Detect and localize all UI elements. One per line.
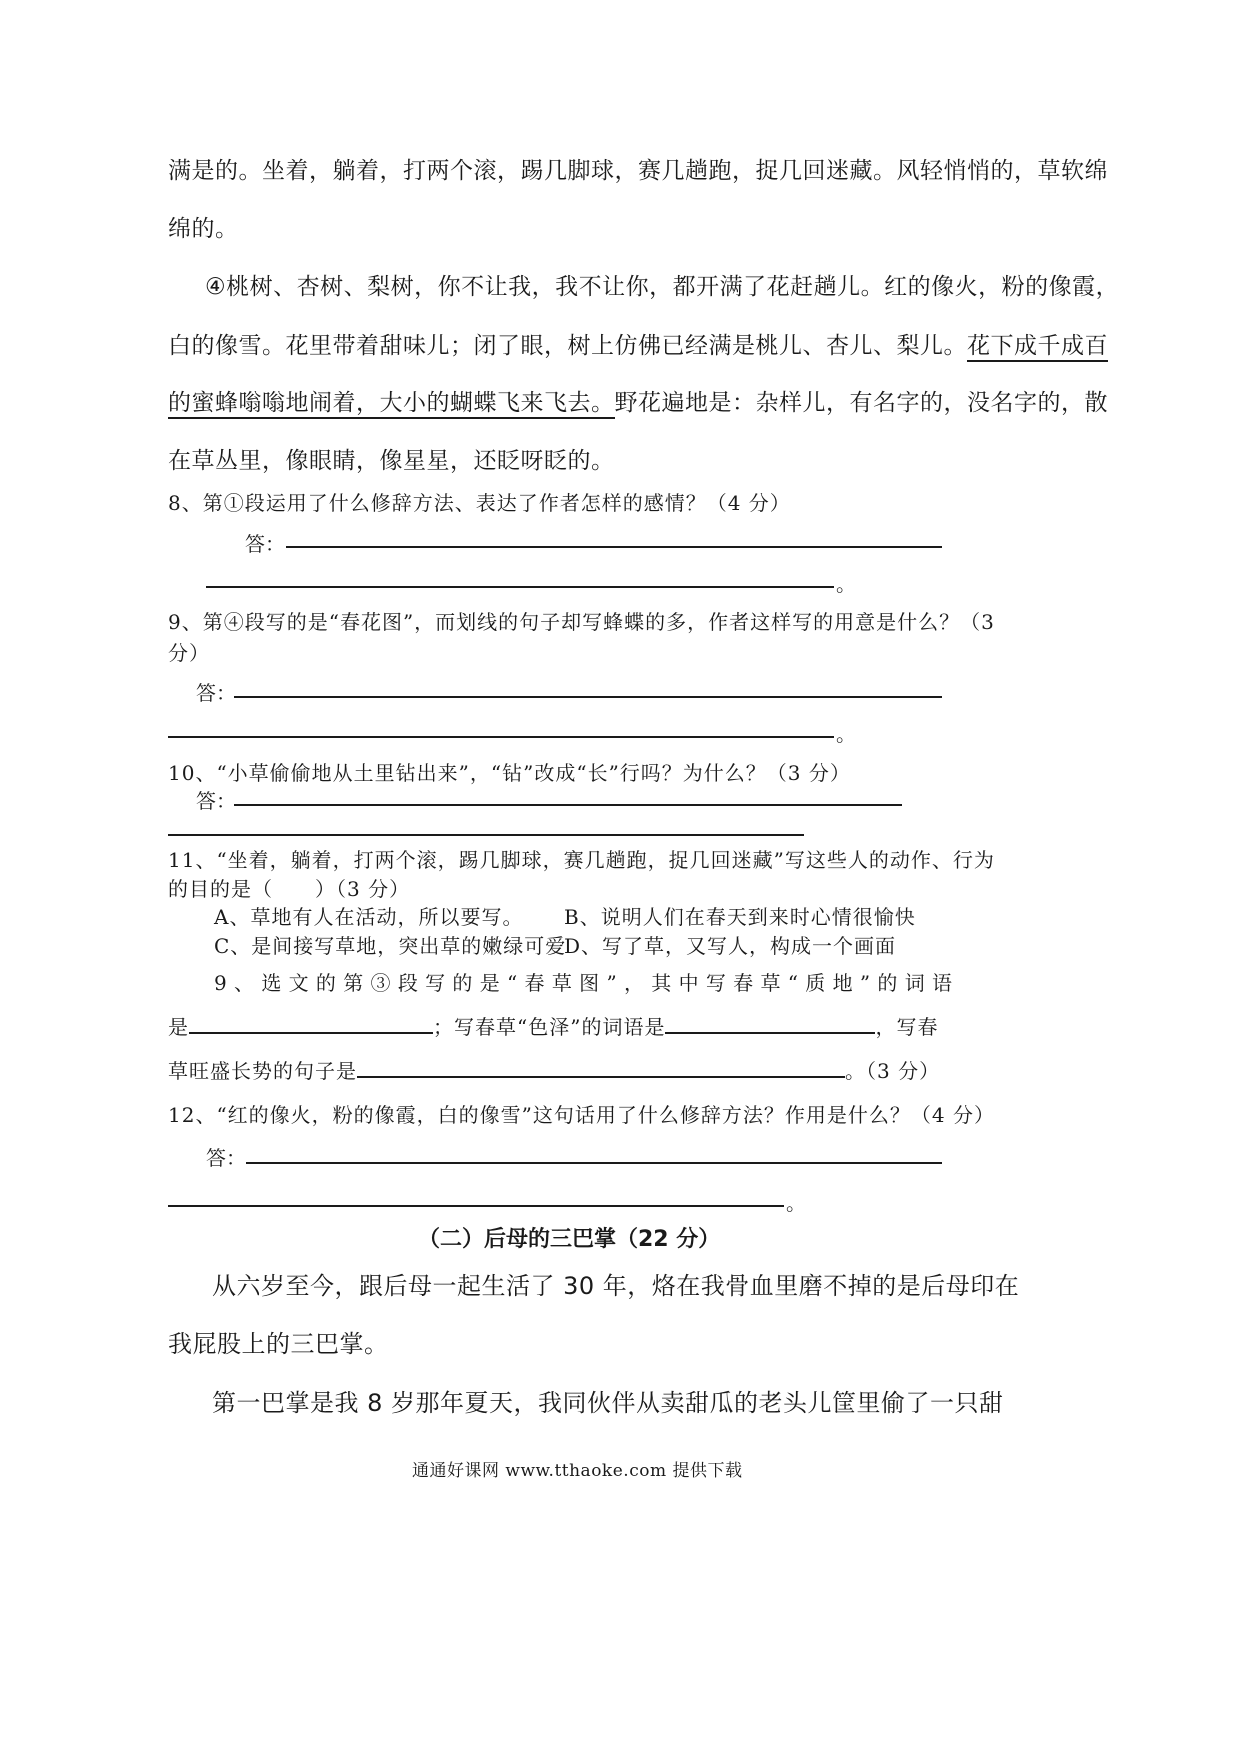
answer-line-10a[interactable] [234, 804, 902, 806]
passage-line-6: 在草丛里，像眼睛，像星星，还眨呀眨的。 [168, 448, 615, 474]
question-8: 8、第①段运用了什么修辞方法、表达了作者怎样的感情？（4 分） [168, 491, 791, 515]
blank-texture-words[interactable] [189, 1012, 433, 1034]
answer-line-12b[interactable] [168, 1205, 784, 1207]
passage-line-4-text: 白的像雪。花里带着甜味儿；闭了眼，树上仿佛已经满是桃儿、杏儿、梨儿。 [168, 333, 967, 359]
period-12: 。 [786, 1191, 806, 1215]
question-9b-text-e: 。（3 分） [845, 1059, 941, 1083]
option-a[interactable]: A、草地有人在活动，所以要写。 [214, 905, 524, 929]
answer-label-10: 答： [196, 789, 236, 813]
answer-line-12a[interactable] [246, 1162, 942, 1164]
question-11-line-2: 的目的是（ ）（3 分） [168, 877, 411, 901]
question-9b-line-1: 9、选文的第③段写的是“春草图”，其中写春草“质地”的词语 [214, 971, 960, 995]
question-9b-text-c: ，写春 [875, 1015, 939, 1039]
question-9b-text-b: ；写春草“色泽”的词语是 [433, 1015, 666, 1039]
answer-line-8b[interactable] [206, 586, 834, 588]
answer-line-9a[interactable] [234, 696, 942, 698]
period-9: 。 [836, 722, 856, 746]
period-8: 。 [836, 572, 856, 596]
section-2-paragraph-1-line-2: 我屁股上的三巴掌。 [168, 1330, 389, 1358]
passage-line-4 [168, 327, 1108, 360]
answer-line-9b[interactable] [168, 736, 834, 738]
option-d[interactable]: D、写了草，又写人，构成一个画面 [564, 934, 897, 958]
answer-label-12: 答： [206, 1146, 246, 1170]
section-2-title: （二）后母的三巴掌（22 分） [418, 1227, 721, 1252]
passage-line-1: 满是的。坐着，躺着，打两个滚，踢几脚球，赛几趟跑，捉几回迷藏。风轻悄悄的，草软绵 [168, 158, 1108, 184]
question-10: 10、“小草偷偷地从土里钻出来”，“钻”改成“长”行吗？为什么？（3 分） [168, 761, 851, 785]
answer-label-8: 答： [245, 532, 285, 556]
question-11-line-1: 11、“坐着，躺着，打两个滚，踢几脚球，赛几趟跑，捉几回迷藏”写这些人的动作、行为 [168, 848, 995, 872]
option-c[interactable]: C、是间接写草地，突出草的嫩绿可爱 [214, 934, 567, 958]
question-9b-text-a: 是 [168, 1015, 189, 1039]
question-9-line-2: 分） [168, 641, 210, 665]
passage-line-5 [168, 384, 1108, 417]
question-9b-line-2 [168, 1011, 938, 1040]
answer-line-10b[interactable] [168, 834, 804, 836]
blank-color-words[interactable] [665, 1012, 875, 1034]
passage-line-2: 绵的。 [168, 216, 239, 242]
passage-line-3: ④桃树、杏树、梨树，你不让我，我不让你，都开满了花赶趟儿。红的像火，粉的像霞， [205, 274, 1120, 300]
section-2-paragraph-2-line-1: 第一巴掌是我 8 岁那年夏天，我同伙伴从卖甜瓜的老头儿筐里偷了一只甜 [212, 1389, 1004, 1417]
question-9b-text-d: 草旺盛长势的句子是 [168, 1059, 357, 1083]
footer-text: 通通好课网 www.tthaoke.com 提供下载 [412, 1461, 743, 1481]
option-b[interactable]: B、说明人们在春天到来时心情很愉快 [564, 905, 916, 929]
passage-line-5-text: 野花遍地是：杂样儿，有名字的，没名字的，散 [614, 390, 1108, 416]
answer-line-8a[interactable] [286, 546, 942, 548]
underlined-sentence-part-1: 花下成千成百 [967, 333, 1108, 362]
question-9-line-1: 9、第④段写的是“春花图”，而划线的句子却写蜂蝶的多，作者这样写的用意是什么？（3 [168, 610, 995, 634]
answer-label-9: 答： [196, 681, 236, 705]
section-2-paragraph-1-line-1: 从六岁至今，跟后母一起生活了 30 年，烙在我骨血里磨不掉的是后母印在 [212, 1272, 1020, 1300]
underlined-sentence-part-2: 的蜜蜂嗡嗡地闹着，大小的蝴蝶飞来飞去。 [168, 390, 615, 419]
blank-growth-sentence[interactable] [357, 1056, 845, 1078]
question-12: 12、“红的像火，粉的像霞，白的像雪”这句话用了什么修辞方法？作用是什么？（4 分） [168, 1103, 995, 1127]
question-9b-line-3 [168, 1055, 940, 1084]
